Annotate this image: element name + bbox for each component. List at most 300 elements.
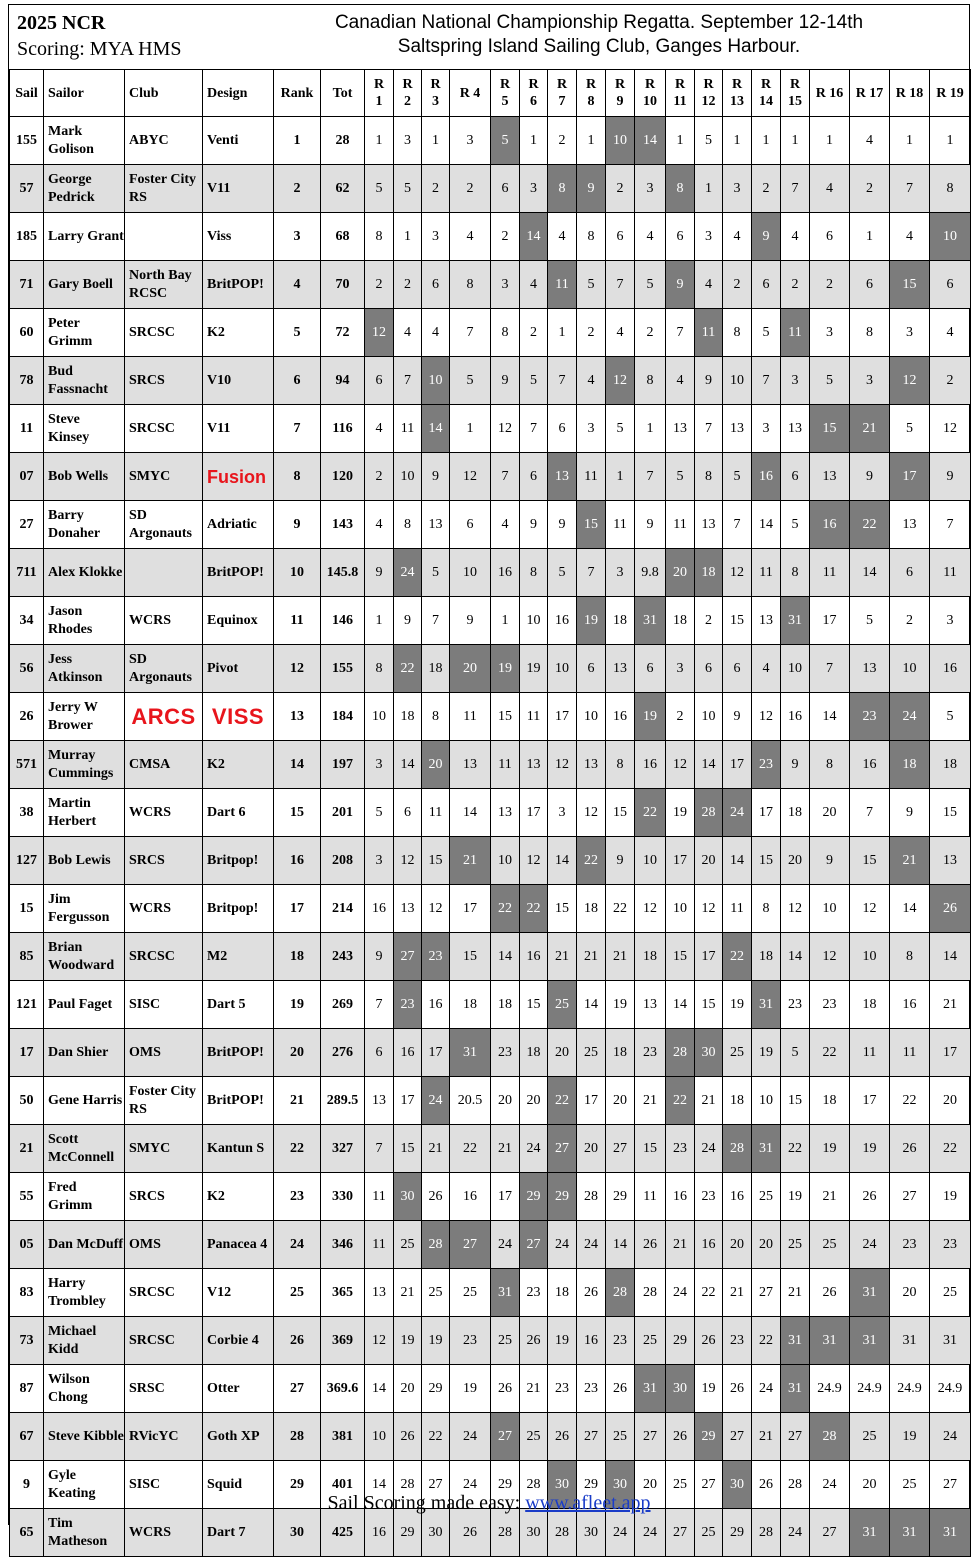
race-score: 5 [810, 357, 850, 405]
race-score-discarded: 31 [450, 1029, 491, 1077]
race-score: 13 [606, 645, 635, 693]
race-score: 7 [606, 261, 635, 309]
column-header: R 12 [695, 70, 723, 117]
table-row [10, 837, 971, 885]
race-score: 24 [548, 1221, 577, 1269]
race-score: 5 [666, 453, 695, 501]
total-points: 201 [321, 789, 365, 837]
race-score: 15 [548, 885, 577, 933]
race-score-discarded: 9 [577, 165, 606, 213]
sail-number: 711 [10, 549, 44, 597]
sailor-name: Bud Fassnacht [44, 357, 125, 405]
race-score: 7 [890, 165, 930, 213]
sailor-name: Brian Woodward [44, 933, 125, 981]
race-score: 5 [695, 117, 723, 165]
race-score: 8 [930, 165, 971, 213]
race-score: 4 [850, 117, 890, 165]
race-score: 12 [930, 405, 971, 453]
race-score: 18 [548, 1269, 577, 1317]
table-row [10, 549, 971, 597]
race-score: 9 [422, 453, 450, 501]
table-row [10, 1365, 971, 1413]
race-score: 9 [548, 501, 577, 549]
race-score: 29 [394, 1509, 422, 1557]
race-score: 10 [577, 693, 606, 741]
sailor-name: Dan McDuff [44, 1221, 125, 1269]
race-score: 27 [890, 1173, 930, 1221]
race-score-discarded: 18 [695, 549, 723, 597]
race-score: 4 [548, 213, 577, 261]
club: ABYC [125, 117, 203, 165]
race-score: 7 [695, 405, 723, 453]
design: BritPOP! [203, 1029, 274, 1077]
race-score: 23 [520, 1269, 548, 1317]
race-score: 14 [548, 837, 577, 885]
race-score: 8 [365, 645, 394, 693]
table-row [10, 789, 971, 837]
race-score: 18 [723, 1077, 752, 1125]
race-score: 4 [422, 309, 450, 357]
club: SMYC [125, 1125, 203, 1173]
design: K2 [203, 741, 274, 789]
race-score-discarded: 28 [723, 1125, 752, 1173]
race-score: 13 [520, 741, 548, 789]
race-score: 1 [695, 165, 723, 213]
race-score: 7 [491, 453, 520, 501]
design: Squid [203, 1461, 274, 1509]
race-score: 10 [491, 837, 520, 885]
race-score: 2 [810, 261, 850, 309]
race-score: 25 [695, 1509, 723, 1557]
race-score: 6 [723, 645, 752, 693]
race-score: 4 [930, 309, 971, 357]
design: K2 [203, 309, 274, 357]
race-score: 15 [520, 981, 548, 1029]
race-score: 17 [450, 885, 491, 933]
sail-number: 26 [10, 693, 44, 741]
race-score: 26 [520, 1317, 548, 1365]
total-points: 369 [321, 1317, 365, 1365]
race-score: 11 [394, 405, 422, 453]
sailor-name: Murray Cummings [44, 741, 125, 789]
sail-number: 121 [10, 981, 44, 1029]
race-score-discarded: 10 [422, 357, 450, 405]
race-score: 10 [850, 933, 890, 981]
race-score: 26 [422, 1173, 450, 1221]
race-score: 28 [491, 1509, 520, 1557]
club: SMYC [125, 453, 203, 501]
race-score: 2 [394, 261, 422, 309]
race-score: 24 [810, 1461, 850, 1509]
sailor-name: Jerry W Brower [44, 693, 125, 741]
rank: 8 [274, 453, 321, 501]
sail-number: 83 [10, 1269, 44, 1317]
sailor-name: Fred Grimm [44, 1173, 125, 1221]
design: Equinox [203, 597, 274, 645]
race-score-discarded: 22 [577, 837, 606, 885]
race-score-discarded: 31 [491, 1269, 520, 1317]
column-header: R 1 [365, 70, 394, 117]
column-header: R 4 [450, 70, 491, 117]
race-score-discarded: 31 [930, 1509, 971, 1557]
race-score: 13 [491, 789, 520, 837]
race-score: 16 [723, 1173, 752, 1221]
race-score: 14 [695, 741, 723, 789]
table-row [10, 597, 971, 645]
race-score: 26 [635, 1221, 666, 1269]
race-score: 4 [365, 501, 394, 549]
race-score: 16 [548, 597, 577, 645]
race-score: 31 [930, 1317, 971, 1365]
race-score: 5 [890, 405, 930, 453]
race-score: 19 [930, 1173, 971, 1221]
column-header: R 6 [520, 70, 548, 117]
race-score: 11 [890, 1029, 930, 1077]
race-score: 30 [422, 1509, 450, 1557]
race-score-discarded: 10 [606, 117, 635, 165]
race-score: 2 [635, 309, 666, 357]
race-score-discarded: 5 [491, 117, 520, 165]
total-points: 208 [321, 837, 365, 885]
race-score: 9 [930, 453, 971, 501]
race-score: 19 [394, 1317, 422, 1365]
race-score: 2 [365, 261, 394, 309]
race-score-discarded: 27 [450, 1221, 491, 1269]
race-score: 13 [850, 645, 890, 693]
race-score: 1 [606, 453, 635, 501]
race-score: 5 [365, 165, 394, 213]
race-score: 4 [491, 501, 520, 549]
race-score: 16 [890, 981, 930, 1029]
sailor-name: Gene Harris [44, 1077, 125, 1125]
race-score: 7 [365, 1125, 394, 1173]
race-score: 19 [781, 1173, 810, 1221]
race-score: 17 [752, 789, 781, 837]
table-row [10, 1077, 971, 1125]
race-score: 10 [365, 1413, 394, 1461]
design: Dart 7 [203, 1509, 274, 1557]
race-score-discarded: 9 [752, 213, 781, 261]
race-score: 1 [666, 117, 695, 165]
column-header: R 15 [781, 70, 810, 117]
table-row [10, 1221, 971, 1269]
club: SRSC [125, 1365, 203, 1413]
column-header: Sailor [44, 70, 125, 117]
race-score: 14 [606, 1221, 635, 1269]
club: SRCSC [125, 309, 203, 357]
race-score-discarded: 29 [695, 1413, 723, 1461]
race-score: 13 [394, 885, 422, 933]
race-score: 16 [695, 1221, 723, 1269]
race-score: 5 [577, 261, 606, 309]
race-score: 2 [781, 261, 810, 309]
race-score: 18 [810, 1077, 850, 1125]
race-score: 17 [930, 1029, 971, 1077]
race-score: 4 [723, 213, 752, 261]
race-score: 3 [695, 213, 723, 261]
column-header: R 19 [930, 70, 971, 117]
race-score: 27 [723, 1413, 752, 1461]
rank: 15 [274, 789, 321, 837]
race-score: 10 [723, 357, 752, 405]
race-score: 24 [666, 1269, 695, 1317]
race-score: 9 [365, 933, 394, 981]
club: SD Argonauts [125, 645, 203, 693]
race-score: 3 [422, 213, 450, 261]
table-row [10, 1173, 971, 1221]
race-score: 23 [548, 1365, 577, 1413]
race-score: 4 [752, 645, 781, 693]
design: V10 [203, 357, 274, 405]
race-score: 1 [890, 117, 930, 165]
race-score: 15 [422, 837, 450, 885]
race-score: 13 [666, 405, 695, 453]
sail-number: 34 [10, 597, 44, 645]
race-score: 19 [850, 1125, 890, 1173]
race-score: 2 [752, 165, 781, 213]
race-score: 14 [394, 741, 422, 789]
race-score: 12 [548, 741, 577, 789]
race-score: 21 [606, 933, 635, 981]
race-score: 2 [850, 165, 890, 213]
column-header: R 3 [422, 70, 450, 117]
column-header: Sail [10, 70, 44, 117]
column-header: Rank [274, 70, 321, 117]
race-score: 11 [422, 789, 450, 837]
footer-text: Sail Scoring made easy: [327, 1492, 526, 1514]
race-score: 24 [850, 1221, 890, 1269]
total-points: 214 [321, 885, 365, 933]
race-score-discarded: 9 [666, 261, 695, 309]
design: Fusion [203, 453, 274, 501]
race-score: 15 [606, 789, 635, 837]
race-score: 3 [723, 165, 752, 213]
race-score-discarded: 28 [810, 1413, 850, 1461]
sailor-name: George Pedrick [44, 165, 125, 213]
sail-number: 85 [10, 933, 44, 981]
race-score: 20 [752, 1221, 781, 1269]
table-header-row [10, 70, 971, 117]
design: M2 [203, 933, 274, 981]
race-score: 29 [491, 1461, 520, 1509]
sailor-name: Barry Donaher [44, 501, 125, 549]
race-score-discarded: 30 [606, 1461, 635, 1509]
race-score: 12 [450, 453, 491, 501]
race-score: 5 [850, 597, 890, 645]
race-score-discarded: 30 [548, 1461, 577, 1509]
race-score: 10 [752, 1077, 781, 1125]
race-score: 18 [394, 693, 422, 741]
race-score: 3 [365, 741, 394, 789]
race-score: 3 [606, 549, 635, 597]
rank: 28 [274, 1413, 321, 1461]
race-score: 17 [810, 597, 850, 645]
sail-number: 71 [10, 261, 44, 309]
race-score: 6 [491, 165, 520, 213]
race-score: 12 [577, 789, 606, 837]
rank: 9 [274, 501, 321, 549]
rank: 19 [274, 981, 321, 1029]
race-score: 20 [606, 1077, 635, 1125]
race-score: 2 [666, 693, 695, 741]
race-score: 26 [890, 1125, 930, 1173]
race-score: 19 [450, 1365, 491, 1413]
race-score: 25 [520, 1413, 548, 1461]
race-score: 26 [548, 1413, 577, 1461]
race-score: 14 [850, 549, 890, 597]
race-score: 6 [850, 261, 890, 309]
sail-number: 15 [10, 885, 44, 933]
regatta-title: 2025 NCR [17, 12, 106, 34]
afleet-link[interactable]: www.afleet.app [525, 1492, 651, 1514]
race-score-discarded: 31 [635, 1365, 666, 1413]
race-score: 4 [810, 165, 850, 213]
race-score: 10 [635, 837, 666, 885]
race-score: 8 [723, 309, 752, 357]
race-score-discarded: 27 [520, 1221, 548, 1269]
race-score: 23 [890, 1221, 930, 1269]
race-score: 10 [666, 885, 695, 933]
race-score: 1 [635, 405, 666, 453]
race-score: 5 [422, 549, 450, 597]
total-points: 143 [321, 501, 365, 549]
race-score: 15 [491, 693, 520, 741]
race-score: 7 [422, 597, 450, 645]
table-row [10, 309, 971, 357]
race-score: 10 [810, 885, 850, 933]
race-score: 20 [810, 789, 850, 837]
race-score: 4 [635, 213, 666, 261]
race-score: 16 [365, 885, 394, 933]
club: SRCS [125, 1173, 203, 1221]
design: VISS [203, 693, 274, 741]
total-points: 276 [321, 1029, 365, 1077]
race-score: 11 [365, 1221, 394, 1269]
club: SISC [125, 1461, 203, 1509]
race-score: 24 [695, 1125, 723, 1173]
design: Goth XP [203, 1413, 274, 1461]
race-score: 27 [422, 1461, 450, 1509]
race-score: 2 [930, 357, 971, 405]
race-score: 14 [365, 1365, 394, 1413]
race-score: 17 [394, 1077, 422, 1125]
table-row [10, 1125, 971, 1173]
race-score: 5 [930, 693, 971, 741]
sailor-name: Michael Kidd [44, 1317, 125, 1365]
club: SD Argonauts [125, 501, 203, 549]
race-score: 28 [635, 1269, 666, 1317]
race-score: 7 [450, 309, 491, 357]
race-score: 6 [810, 213, 850, 261]
race-score-discarded: 30 [723, 1461, 752, 1509]
race-score: 25 [930, 1269, 971, 1317]
sailor-name: Tim Matheson [44, 1509, 125, 1557]
race-score-discarded: 31 [752, 981, 781, 1029]
sail-number: 87 [10, 1365, 44, 1413]
event-venue: Saltspring Island Sailing Club, Ganges Harbour. [397, 36, 801, 57]
race-score: 25 [781, 1221, 810, 1269]
race-score: 14 [666, 981, 695, 1029]
race-score: 21 [422, 1125, 450, 1173]
race-score: 12 [394, 837, 422, 885]
design: BritPOP! [203, 549, 274, 597]
race-score: 18 [666, 597, 695, 645]
race-score: 8 [577, 213, 606, 261]
race-score: 1 [781, 117, 810, 165]
table-row [10, 501, 971, 549]
column-header: R 17 [850, 70, 890, 117]
race-score-discarded: 14 [520, 213, 548, 261]
race-score: 23 [930, 1221, 971, 1269]
sail-number: 127 [10, 837, 44, 885]
race-score: 23 [666, 1125, 695, 1173]
total-points: 184 [321, 693, 365, 741]
race-score: 10 [548, 645, 577, 693]
race-score: 14 [723, 837, 752, 885]
race-score: 9 [781, 741, 810, 789]
column-header: Design [203, 70, 274, 117]
race-score-discarded: 31 [850, 1509, 890, 1557]
race-score: 23 [577, 1365, 606, 1413]
race-score: 5 [723, 453, 752, 501]
race-score: 9 [491, 357, 520, 405]
design: Britpop! [203, 837, 274, 885]
race-score: 12 [422, 885, 450, 933]
race-score: 11 [606, 501, 635, 549]
race-score: 8 [450, 261, 491, 309]
race-score: 21 [666, 1221, 695, 1269]
race-score: 10 [394, 453, 422, 501]
race-score: 16 [365, 1509, 394, 1557]
race-score: 1 [723, 117, 752, 165]
race-score: 23 [450, 1317, 491, 1365]
race-score: 12 [635, 885, 666, 933]
scoring-system: Scoring: MYA HMS [17, 38, 182, 60]
race-score: 5 [365, 789, 394, 837]
race-score: 29 [606, 1173, 635, 1221]
race-score-discarded: 12 [890, 357, 930, 405]
race-score: 6 [365, 357, 394, 405]
race-score: 18 [752, 933, 781, 981]
race-score: 15 [752, 837, 781, 885]
race-score: 16 [930, 645, 971, 693]
rank: 11 [274, 597, 321, 645]
race-score-discarded: 14 [635, 117, 666, 165]
race-score: 24.9 [890, 1365, 930, 1413]
sailor-name: Harry Trombley [44, 1269, 125, 1317]
race-score: 25 [422, 1269, 450, 1317]
race-score: 11 [810, 549, 850, 597]
race-score: 13 [930, 837, 971, 885]
race-score: 7 [666, 309, 695, 357]
race-score: 9 [890, 789, 930, 837]
race-score: 6 [394, 789, 422, 837]
design: Panacea 4 [203, 1221, 274, 1269]
race-score: 3 [577, 405, 606, 453]
race-score-discarded: 30 [394, 1173, 422, 1221]
total-points: 120 [321, 453, 365, 501]
race-score: 25 [752, 1173, 781, 1221]
race-score: 3 [548, 789, 577, 837]
race-score-discarded: 19 [635, 693, 666, 741]
race-score-discarded: 22 [548, 1077, 577, 1125]
race-score-discarded: 20 [450, 645, 491, 693]
race-score: 27 [781, 1413, 810, 1461]
design: Viss [203, 213, 274, 261]
sail-number: 07 [10, 453, 44, 501]
race-score: 20 [635, 1461, 666, 1509]
event-title: Canadian National Championship Regatta. September 12-14th [334, 12, 864, 33]
